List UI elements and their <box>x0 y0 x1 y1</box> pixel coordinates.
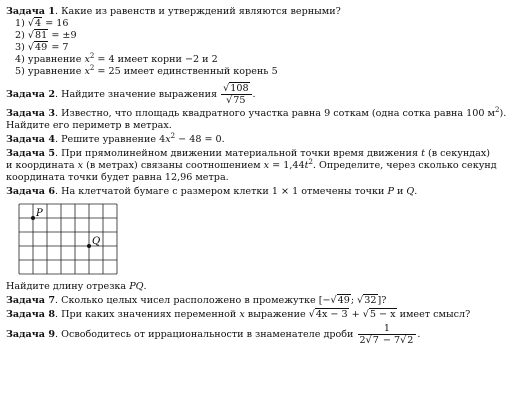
task-2 <box>6 83 480 106</box>
separator: ; <box>350 295 358 306</box>
operator: − 7 <box>379 335 401 346</box>
task-3-title: Задача 3 <box>6 108 55 119</box>
task-4-rest: − 48 = 0. <box>175 134 225 145</box>
task-5-title: Задача 5 <box>6 148 55 159</box>
radicand: 4 <box>35 18 42 29</box>
task-3-line-2: Найдите его периметр в метрах. <box>6 120 172 131</box>
radicand: 32 <box>364 295 377 306</box>
task-9-text: . Освободитесь от иррациональности в знаменателе дроби <box>55 329 357 340</box>
task-2-text: . Найдите значение выражения <box>55 89 218 100</box>
punct: . <box>414 186 418 197</box>
item-number: 5) <box>15 66 25 77</box>
radicand: 2 <box>407 335 414 346</box>
item-rest: = 16 <box>45 18 69 29</box>
task-4-title: Задача 4 <box>6 134 55 145</box>
task-5-line-3: координата точки будет равна 12,96 метра. <box>6 172 229 183</box>
radicand: 5 − x <box>369 309 396 320</box>
fraction <box>221 83 251 106</box>
point-name: Q <box>406 186 415 197</box>
task-5-text: (в секундах) <box>424 148 491 159</box>
variable: x <box>239 309 245 320</box>
task-6-text: . На клетчатой бумаге с размером клетки 1 × 1 отмечены точки <box>55 186 388 197</box>
exponent: 2 <box>170 131 176 140</box>
task-1-item-3 <box>15 42 480 54</box>
task-6-text: и <box>393 186 407 197</box>
task-9 <box>6 323 480 346</box>
task-3-text: . Известно, что площадь квадратного участка равна 9 соткам (одна сотка равна 100 м <box>55 108 495 119</box>
item-rest: = ±9 <box>51 30 77 41</box>
item-number: 1) <box>15 18 25 29</box>
variable: t <box>304 160 309 171</box>
task-5-text: и координата <box>6 160 78 171</box>
task-8 <box>6 309 480 321</box>
task-5-text: . При прямолинейном движении материальной точки время движения <box>55 148 422 159</box>
task-5-text: (в метрах) связаны соотношением <box>83 160 264 171</box>
radicand: 81 <box>35 30 48 41</box>
task-8-text: выражение <box>244 309 309 320</box>
operator: + <box>348 309 363 320</box>
point-q-label: Q <box>92 236 101 247</box>
sqrt: √49 <box>330 295 350 306</box>
sqrt: √4x − 3 <box>308 309 348 320</box>
item-text: уравнение <box>27 54 82 65</box>
sqrt: √32 <box>357 295 377 306</box>
point-p <box>31 216 35 220</box>
task-1-title: Задача 1 <box>6 6 55 17</box>
task-1-item-1 <box>15 18 480 30</box>
task-1-item-4 <box>15 51 480 66</box>
item-text: уравнение <box>27 66 82 77</box>
variable: x <box>84 54 90 65</box>
task-6-question-text: Найдите длину отрезка <box>6 281 130 292</box>
punct: . <box>252 89 256 100</box>
task-8-text-end: имеет смысл? <box>396 309 471 320</box>
point-p-label: P <box>36 208 43 219</box>
sqrt: √4 <box>27 18 42 29</box>
variable: x <box>263 160 270 171</box>
worksheet <box>6 4 506 346</box>
item-rest: = 25 имеет единственный корень 5 <box>97 66 278 77</box>
task-3-text-end: ). <box>499 108 506 119</box>
task-9-title: Задача 9 <box>6 329 55 340</box>
punct: . <box>143 281 147 292</box>
segment-name: PQ <box>129 281 144 292</box>
fraction <box>358 323 417 346</box>
variable: x <box>77 160 84 171</box>
radicand: 7 <box>372 335 379 346</box>
exponent: 2 <box>89 51 95 60</box>
task-4 <box>6 131 480 146</box>
task-6-title: Задача 6 <box>6 186 55 197</box>
item-number: 2) <box>15 30 25 41</box>
task-1-item-5 <box>15 63 480 78</box>
task-7-title: Задача 7 <box>6 295 55 306</box>
task-1-text: . Какие из равенств и утверждений являются верными? <box>55 6 341 17</box>
task-6-question <box>6 281 480 293</box>
coefficient: 2 <box>359 335 366 346</box>
sqrt: √5 − x <box>362 309 396 320</box>
task-6 <box>6 186 480 198</box>
task-1-items <box>15 18 480 78</box>
item-number: 3) <box>15 42 25 53</box>
task-4-text: . Решите уравнение 4 <box>55 134 166 145</box>
task-7 <box>6 295 480 307</box>
task-3 <box>6 105 506 120</box>
punct: ]? <box>377 295 387 306</box>
variable: t <box>421 148 425 159</box>
numerator: 1 <box>358 323 417 335</box>
numerator: √108 <box>221 83 251 95</box>
exponent: 2 <box>308 157 313 166</box>
radicand: 108 <box>230 83 249 94</box>
task-1-item-2 <box>15 30 480 42</box>
grid-svg <box>16 201 146 277</box>
point-q <box>87 244 91 248</box>
item-number: 4) <box>15 54 25 65</box>
task-8-text: . При каких значениях переменной <box>55 309 240 320</box>
task-5 <box>6 148 491 160</box>
task-7-text: . Сколько целых чисел расположено в промежутке [− <box>55 295 331 306</box>
exponent: 2 <box>494 105 500 114</box>
exponent: 2 <box>89 63 95 72</box>
sqrt: √49 <box>27 42 48 53</box>
punct: . <box>417 329 421 340</box>
task-1 <box>6 6 480 18</box>
variable: x <box>165 134 171 145</box>
radicand: 49 <box>337 295 350 306</box>
radicand: 49 <box>35 42 48 53</box>
item-rest: = 7 <box>51 42 69 53</box>
variable: x <box>84 66 90 77</box>
grid-figure <box>16 201 480 277</box>
sqrt: √81 <box>27 30 48 41</box>
task-5-text: . Определите, через сколько секунд <box>312 160 497 171</box>
point-name: P <box>387 186 394 197</box>
item-rest: = 4 имеет корни −2 и 2 <box>97 54 218 65</box>
formula: = 1,44 <box>269 160 305 171</box>
denominator: 2√7 − 7√2 <box>359 335 414 346</box>
task-8-title: Задача 8 <box>6 309 55 320</box>
radicand: 75 <box>233 95 246 106</box>
task-2-title: Задача 2 <box>6 89 55 100</box>
task-5-line-2 <box>6 157 497 172</box>
denominator: √75 <box>226 95 246 106</box>
radicand: 4x − 3 <box>315 309 348 320</box>
